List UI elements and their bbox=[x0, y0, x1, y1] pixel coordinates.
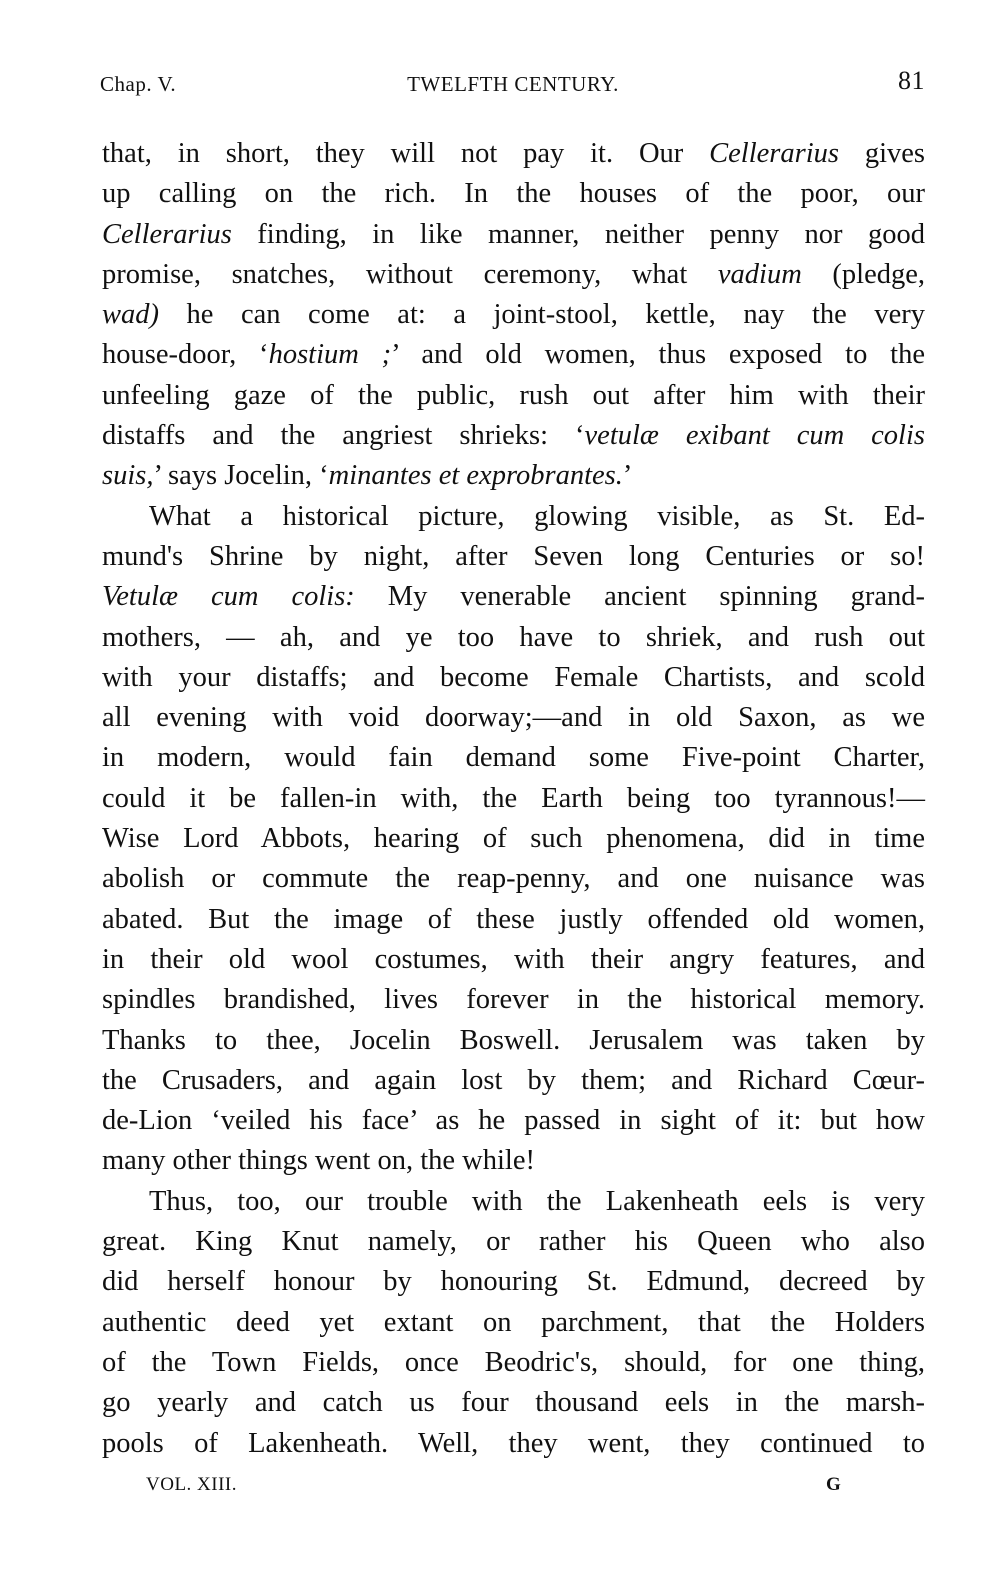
text-line bbox=[102, 376, 925, 416]
text-line bbox=[102, 980, 925, 1020]
text-segment: go yearly and catch us four thousand eels in the marsh- bbox=[102, 1387, 925, 1419]
text-segment: mund's Shrine by night, after Seven long Centuries or so! bbox=[102, 540, 925, 572]
text-line bbox=[102, 537, 925, 577]
text-segment: could it be fallen-in with, the Earth being too tyrannous!— bbox=[102, 782, 925, 814]
text-segment: ’ bbox=[622, 460, 633, 492]
text-segment: authentic deed yet extant on parchment, that the Holders bbox=[102, 1306, 925, 1338]
text-segment: up calling on the rich. In the houses of the poor, our bbox=[102, 178, 925, 210]
text-segment: promise, snatches, without ceremony, what bbox=[102, 258, 718, 290]
text-line bbox=[102, 1061, 925, 1101]
text-line bbox=[102, 1303, 925, 1343]
text-segment: distaffs and the angriest shrieks: ‘ bbox=[102, 420, 585, 452]
text-line bbox=[102, 1182, 925, 1222]
text-segment: great. King Knut namely, or rather his Queen who also bbox=[102, 1226, 925, 1258]
text-line bbox=[102, 1222, 925, 1262]
text-segment: de-Lion ‘veiled his face’ as he passed in sight of it: but how bbox=[102, 1105, 925, 1137]
text-line bbox=[102, 497, 925, 537]
text-segment: Thus, too, our trouble with the Lakenheath eels is very bbox=[149, 1185, 925, 1217]
text-line bbox=[102, 255, 925, 295]
text-segment: in their old wool costumes, with their angry features, and bbox=[102, 943, 925, 975]
italic-text: vadium bbox=[717, 258, 802, 290]
text-line bbox=[102, 859, 925, 899]
italic-text: hostium ; bbox=[268, 339, 392, 371]
italic-text: Vetulæ cum colis: bbox=[102, 581, 355, 613]
text-segment: of the Town Fields, once Beodric's, should, for one thing, bbox=[102, 1346, 925, 1378]
text-line bbox=[102, 1343, 925, 1383]
text-segment: mothers, — ah, and ye too have to shriek, and rush out bbox=[102, 621, 925, 653]
text-segment: What a historical picture, glowing visible, as St. Ed- bbox=[149, 500, 925, 532]
running-head-title: TWELFTH CENTURY. bbox=[407, 72, 619, 96]
text-segment: all evening with void doorway;—and in old Saxon, as we bbox=[102, 702, 925, 734]
text-line bbox=[102, 1141, 925, 1181]
text-segment: abolish or commute the reap-penny, and one nuisance was bbox=[102, 863, 925, 895]
text-line bbox=[102, 134, 925, 174]
text-line bbox=[102, 174, 925, 214]
text-segment: did herself honour by honouring St. Edmund, decreed by bbox=[102, 1266, 925, 1298]
text-segment: ’ and old women, thus exposed to the bbox=[391, 339, 926, 371]
text-line bbox=[102, 456, 925, 496]
running-head-chapter: Chap. V. bbox=[100, 72, 177, 96]
text-segment: the Crusaders, and again lost by them; and Richard Cœur- bbox=[102, 1064, 925, 1096]
text-segment: (pledge, bbox=[801, 258, 925, 290]
text-segment: ’ says Jocelin, ‘ bbox=[153, 460, 329, 492]
text-line bbox=[102, 335, 925, 375]
text-segment: gives bbox=[838, 138, 925, 169]
text-line bbox=[102, 738, 925, 778]
page-number: 81 bbox=[898, 66, 925, 95]
text-line bbox=[102, 1101, 925, 1141]
text-segment: Thanks to thee, Jocelin Boswell. Jerusalem was taken by bbox=[102, 1024, 925, 1056]
text-segment: finding, in like manner, neither penny nor good bbox=[231, 218, 925, 250]
text-line bbox=[102, 940, 925, 980]
text-segment: pools of Lakenheath. Well, they went, they continued to bbox=[102, 1427, 925, 1459]
italic-text: Cellerarius bbox=[102, 218, 232, 250]
text-segment: spindles brandished, lives forever in the historical memory. bbox=[102, 984, 925, 1016]
signature-mark: G bbox=[826, 1474, 842, 1495]
italic-text: vetulæ exibant cum colis bbox=[584, 420, 925, 452]
text-segment: unfeeling gaze of the public, rush out after him with their bbox=[102, 379, 925, 411]
text-line bbox=[102, 1262, 925, 1302]
volume-label: VOL. XIII. bbox=[146, 1474, 238, 1495]
text-line bbox=[102, 295, 925, 335]
text-line bbox=[102, 658, 925, 698]
text-segment: in modern, would fain demand some Five-point Charter, bbox=[102, 742, 925, 774]
text-line bbox=[102, 215, 925, 255]
text-segment: house-door, ‘ bbox=[102, 339, 269, 371]
text-line bbox=[102, 577, 925, 617]
text-segment: that, in short, they will not pay it. Our bbox=[102, 138, 710, 169]
text-line bbox=[102, 1383, 925, 1423]
text-segment: he can come at: a joint-stool, kettle, nay the very bbox=[159, 299, 925, 331]
italic-text: suis, bbox=[102, 460, 154, 492]
text-segment: many other things went on, the while! bbox=[102, 1145, 535, 1177]
text-line bbox=[102, 416, 925, 456]
text-line bbox=[102, 1021, 925, 1061]
text-segment: with your distaffs; and become Female Chartists, and scold bbox=[102, 661, 925, 693]
text-line bbox=[102, 819, 925, 859]
italic-text: minantes et exprobrantes. bbox=[328, 460, 623, 492]
italic-text: Cellerarius bbox=[709, 138, 839, 169]
text-segment: Wise Lord Abbots, hearing of such phenomena, did in time bbox=[102, 823, 925, 855]
italic-text: wad) bbox=[102, 299, 159, 331]
text-line bbox=[102, 779, 925, 819]
text-segment: abated. But the image of these justly offended old women, bbox=[102, 903, 925, 935]
text-line bbox=[102, 1424, 925, 1464]
text-line bbox=[102, 698, 925, 738]
body-text bbox=[102, 134, 925, 1464]
text-line bbox=[102, 618, 925, 658]
text-line bbox=[102, 900, 925, 940]
text-segment: My venerable ancient spinning grand- bbox=[354, 581, 925, 613]
